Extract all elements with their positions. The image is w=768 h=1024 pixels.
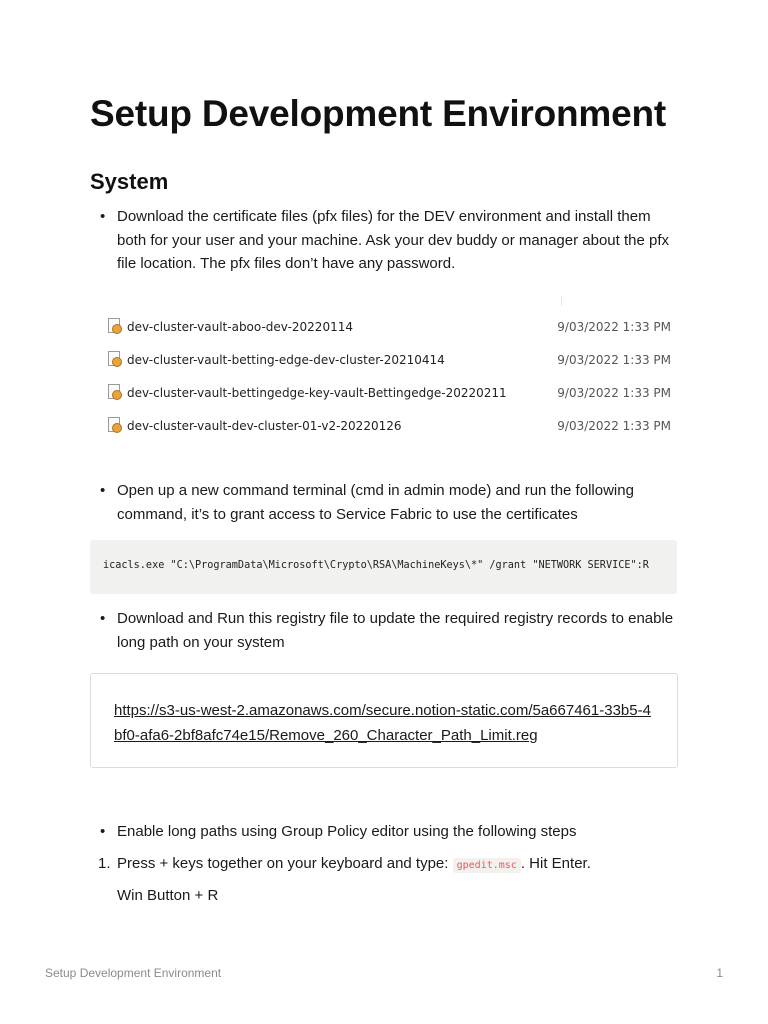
certificate-file-icon: [108, 417, 120, 432]
certificate-file-icon: [108, 318, 120, 333]
file-name: dev-cluster-vault-betting-edge-dev-cluster-20210414: [127, 353, 445, 367]
bullet-open-terminal: • Open up a new command terminal (cmd in admin mode) and run the following command, it’s to grant access to Service Fabric to use the certificates: [117, 479, 683, 526]
step-text-before: Press + keys together on your keyboard and type:: [117, 855, 453, 872]
file-row[interactable]: [107, 415, 677, 448]
registry-file-link-box: [90, 673, 678, 768]
file-name: dev-cluster-vault-bettingedge-key-vault-Bettingedge-20220211: [127, 386, 507, 400]
file-date: 9/03/2022 1:33 PM: [557, 419, 671, 433]
page-title: Setup Development Environment: [90, 93, 667, 134]
step-number: 1.: [98, 855, 111, 872]
bullet-download-certificates: • Download the certificate files (pfx files) for the DEV environment and install them both for your user and your machine. Ask your dev buddy or manager about the pfx file location. The pfx files don’t have any password.: [117, 205, 683, 276]
section-heading-system: System: [90, 169, 169, 194]
step-text-after: . Hit Enter.: [520, 855, 591, 872]
file-date: 9/03/2022 1:33 PM: [557, 320, 671, 334]
inline-code-gpedit: gpedit.msc: [453, 858, 521, 873]
screenshot-divider: [561, 296, 562, 306]
file-row[interactable]: [107, 382, 677, 415]
file-name: dev-cluster-vault-aboo-dev-20220114: [127, 320, 353, 334]
certificate-file-icon: [108, 384, 120, 399]
file-row[interactable]: [107, 349, 677, 382]
step-1-keys-note: Win Button + R: [117, 887, 219, 904]
footer-page-number: 1: [716, 966, 723, 980]
certificate-file-icon: [108, 351, 120, 366]
file-name: dev-cluster-vault-dev-cluster-01-v2-20220126: [127, 419, 402, 433]
footer-document-title: Setup Development Environment: [45, 966, 222, 980]
bullet-enable-long-paths: • Enable long paths using Group Policy editor using the following steps: [117, 820, 683, 844]
file-row[interactable]: [107, 316, 677, 349]
certificate-file-list: [107, 316, 677, 448]
code-block-icacls[interactable]: icacls.exe "C:\ProgramData\Microsoft\Crypto\RSA\MachineKeys\*" /grant "NETWORK SERVICE":R: [90, 540, 677, 594]
registry-file-link[interactable]: https://s3-us-west-2.amazonaws.com/secure.notion-static.com/5a667461-33b5-4bf0-afa6-2bf8afc74e15/Remove_260_Character_Path_Limit.reg: [114, 702, 651, 744]
file-date: 9/03/2022 1:33 PM: [557, 353, 671, 367]
step-1: [98, 852, 677, 878]
bullet-registry-file: • Download and Run this registry file to update the required registry records to enable long path on your system: [117, 607, 683, 654]
file-date: 9/03/2022 1:33 PM: [557, 386, 671, 400]
